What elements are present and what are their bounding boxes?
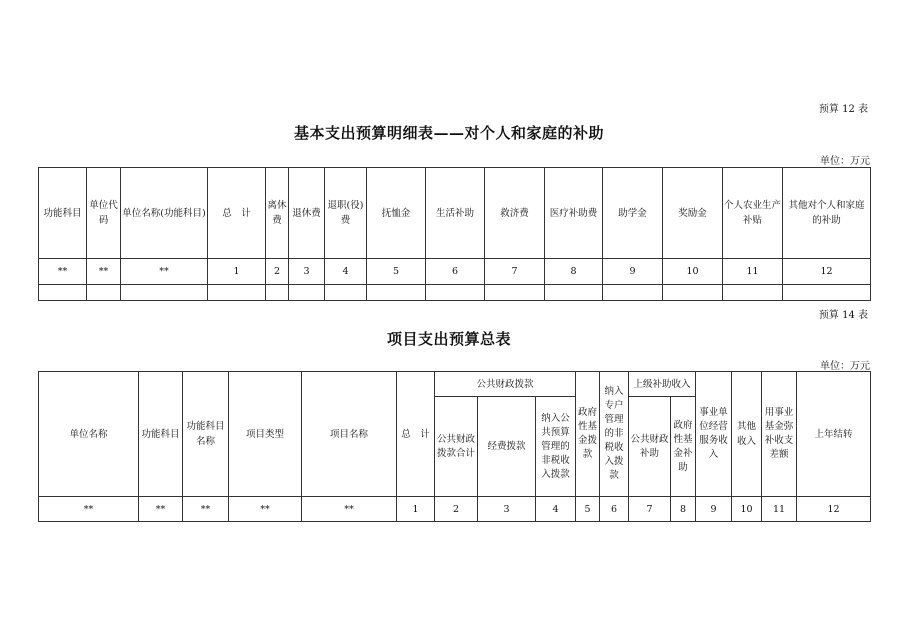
number-cell: ** xyxy=(121,259,208,285)
header-cell: 生活补助 xyxy=(426,168,485,259)
header-cell: 医疗补助费 xyxy=(545,168,603,259)
empty-cell xyxy=(39,285,87,301)
number-cell: 4 xyxy=(536,497,576,522)
header-pf-nontax: 纳入公共预算管理的非税收入拨款 xyxy=(536,397,576,497)
number-cell: 9 xyxy=(696,497,732,522)
empty-cell xyxy=(208,285,266,301)
number-cell: 5 xyxy=(367,259,426,285)
header-gov-fund: 政府性基金拨款 xyxy=(576,372,600,497)
header-project-name: 项目名称 xyxy=(302,372,397,497)
header-cell: 单位代码 xyxy=(87,168,121,259)
number-cell: 7 xyxy=(629,497,671,522)
empty-cell xyxy=(325,285,367,301)
header-func: 功能科目 xyxy=(139,372,183,497)
header-carryover: 上年结转 xyxy=(797,372,871,497)
header-cell: 奖励金 xyxy=(663,168,723,259)
number-cell: ** xyxy=(39,259,87,285)
number-cell: 8 xyxy=(671,497,696,522)
number-cell: 1 xyxy=(208,259,266,285)
number-cell: ** xyxy=(139,497,183,522)
header-cell: 离休费 xyxy=(266,168,289,259)
number-cell: ** xyxy=(39,497,139,522)
header-cell: 退职(役)费 xyxy=(325,168,367,259)
header-cell: 总 计 xyxy=(208,168,266,259)
table1-unit: 单位：万元 xyxy=(820,156,870,167)
header-us-public: 公共财政补助 xyxy=(629,397,671,497)
number-cell: ** xyxy=(229,497,302,522)
number-cell: 12 xyxy=(783,259,871,285)
header-pf-total: 公共财政拨款合计 xyxy=(435,397,478,497)
column-number-row xyxy=(39,497,871,522)
header-business-income: 事业单位经营服务收入 xyxy=(696,372,732,497)
table-number-14: 预算 14 表 xyxy=(818,310,868,321)
table2-title: 项目支出预算总表 xyxy=(386,330,511,348)
header-row-1 xyxy=(39,372,871,397)
number-cell: 12 xyxy=(797,497,871,522)
header-us-gov: 政府性基金补助 xyxy=(671,397,696,497)
empty-cell xyxy=(545,285,603,301)
table1-title: 基本支出预算明细表——对个人和家庭的补助 xyxy=(293,124,604,142)
header-project-type: 项目类型 xyxy=(229,372,302,497)
header-func-name: 功能科目名称 xyxy=(183,372,229,497)
number-cell: 11 xyxy=(762,497,797,522)
header-other-income: 其他收入 xyxy=(732,372,762,497)
number-cell: ** xyxy=(87,259,121,285)
number-cell: 8 xyxy=(545,259,603,285)
header-total: 总 计 xyxy=(397,372,435,497)
empty-cell xyxy=(266,285,289,301)
header-cell: 救济费 xyxy=(485,168,545,259)
number-cell: 7 xyxy=(485,259,545,285)
empty-cell xyxy=(485,285,545,301)
header-upper-subsidy: 上级补助收入 xyxy=(629,372,696,397)
number-cell: 10 xyxy=(732,497,762,522)
number-cell: 2 xyxy=(435,497,478,522)
number-cell: 3 xyxy=(289,259,325,285)
empty-cell xyxy=(426,285,485,301)
number-cell: 9 xyxy=(603,259,663,285)
empty-cell xyxy=(783,285,871,301)
number-cell: 6 xyxy=(600,497,629,522)
project-expense-table xyxy=(38,371,871,522)
header-cell: 功能科目 xyxy=(39,168,87,259)
table-number-12: 预算 12 表 xyxy=(818,104,868,115)
number-cell: 11 xyxy=(723,259,783,285)
number-cell: 4 xyxy=(325,259,367,285)
number-cell: 10 xyxy=(663,259,723,285)
personal-subsidy-table xyxy=(38,167,871,301)
empty-cell xyxy=(367,285,426,301)
header-cell: 抚恤金 xyxy=(367,168,426,259)
empty-cell xyxy=(723,285,783,301)
table2-unit: 单位：万元 xyxy=(820,361,870,372)
number-cell: ** xyxy=(302,497,397,522)
header-unit-name: 单位名称 xyxy=(39,372,139,497)
empty-row xyxy=(39,285,871,301)
empty-cell xyxy=(663,285,723,301)
number-cell: 6 xyxy=(426,259,485,285)
header-row xyxy=(39,168,871,259)
header-cell: 退休费 xyxy=(289,168,325,259)
number-cell: 2 xyxy=(266,259,289,285)
header-public-fund: 公共财政拨款 xyxy=(435,372,576,397)
number-cell: 3 xyxy=(478,497,536,522)
number-cell: 5 xyxy=(576,497,600,522)
header-special-nontax: 纳入专户管理的非税收入拨款 xyxy=(600,372,629,497)
header-pf-expense: 经费拨款 xyxy=(478,397,536,497)
empty-cell xyxy=(121,285,208,301)
header-cell: 其他对个人和家庭的补助 xyxy=(783,168,871,259)
empty-cell xyxy=(603,285,663,301)
column-number-row xyxy=(39,259,871,285)
number-cell: 1 xyxy=(397,497,435,522)
empty-cell xyxy=(87,285,121,301)
empty-cell xyxy=(289,285,325,301)
header-cell: 个人农业生产补贴 xyxy=(723,168,783,259)
number-cell: ** xyxy=(183,497,229,522)
header-cell: 助学金 xyxy=(603,168,663,259)
header-cell: 单位名称(功能科目) xyxy=(121,168,208,259)
header-fund-gap: 用事业基金弥补收支差额 xyxy=(762,372,797,497)
